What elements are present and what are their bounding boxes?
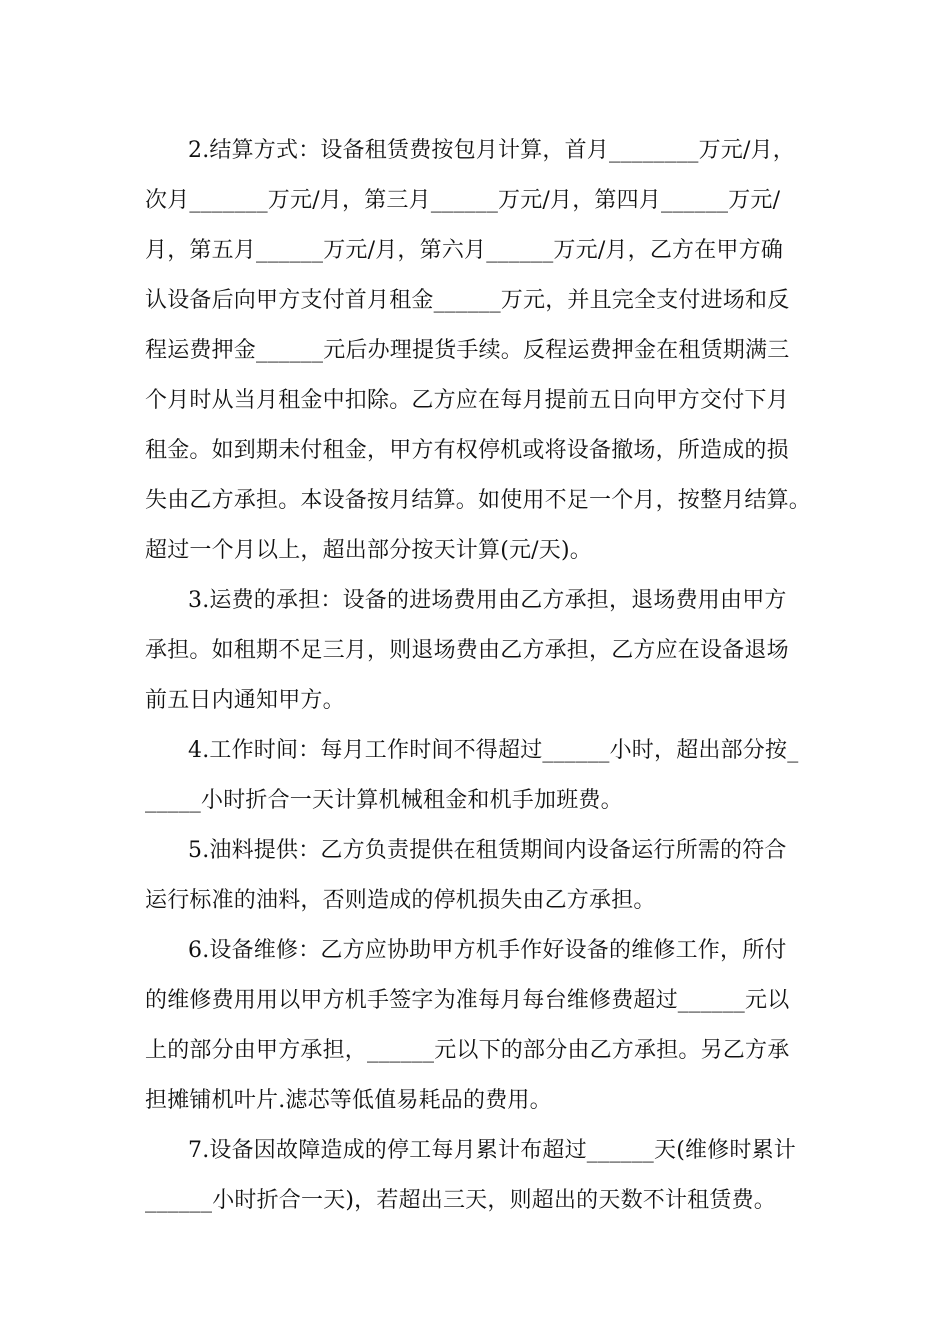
text-line: 3.运费的承担：设备的进场费用由乙方承担，退场费用由甲方 xyxy=(188,588,787,613)
text-line: 失由乙方承担。本设备按月结算。如使用不足一个月，按整月结算。 xyxy=(145,488,812,513)
text-line: 超过一个月以上，超出部分按天计算(元/天)。 xyxy=(145,538,592,563)
text-line: ______小时折合一天)，若超出三天，则超出的天数不计租赁费。 xyxy=(145,1188,776,1213)
text-line: 程运费押金______元后办理提货手续。反程运费押金在租赁期满三 xyxy=(145,338,790,363)
text-line: 6.设备维修：乙方应协助甲方机手作好设备的维修工作，所付 xyxy=(188,938,787,963)
text-line: 认设备后向甲方支付首月租金______万元，并且完全支付进场和反 xyxy=(145,288,790,313)
text-line: 2.结算方式：设备租赁费按包月计算，首月________万元/月， xyxy=(188,138,796,163)
text-line: 运行标准的油料，否则造成的停机损失由乙方承担。 xyxy=(145,888,656,913)
text-line: 个月时从当月租金中扣除。乙方应在每月提前五日向甲方交付下月 xyxy=(145,388,789,413)
text-line: 月，第五月______万元/月，第六月______万元/月，乙方在甲方确 xyxy=(145,238,784,263)
text-line: 次月_______万元/月，第三月______万元/月，第四月______万元/ xyxy=(145,188,781,213)
text-line: 担摊铺机叶片.滤芯等低值易耗品的费用。 xyxy=(145,1088,552,1113)
text-line: 上的部分由甲方承担，______元以下的部分由乙方承担。另乙方承 xyxy=(145,1038,790,1063)
text-line: 的维修费用用以甲方机手签字为准每月每台维修费超过______元以 xyxy=(145,988,790,1013)
text-line: 7.设备因故障造成的停工每月累计布超过______天(维修时累计 xyxy=(188,1138,796,1163)
text-line: 承担。如租期不足三月，则退场费由乙方承担，乙方应在设备退场 xyxy=(145,638,789,663)
text-line: _____小时折合一天计算机械租金和机手加班费。 xyxy=(145,788,623,813)
text-line: 4.工作时间：每月工作时间不得超过______小时，超出部分按_ xyxy=(188,738,799,763)
text-line: 5.油料提供：乙方负责提供在租赁期间内设备运行所需的符合 xyxy=(188,838,787,863)
text-line: 前五日内通知甲方。 xyxy=(145,688,345,713)
text-line: 租金。如到期未付租金，甲方有权停机或将设备撤场，所造成的损 xyxy=(145,438,789,463)
